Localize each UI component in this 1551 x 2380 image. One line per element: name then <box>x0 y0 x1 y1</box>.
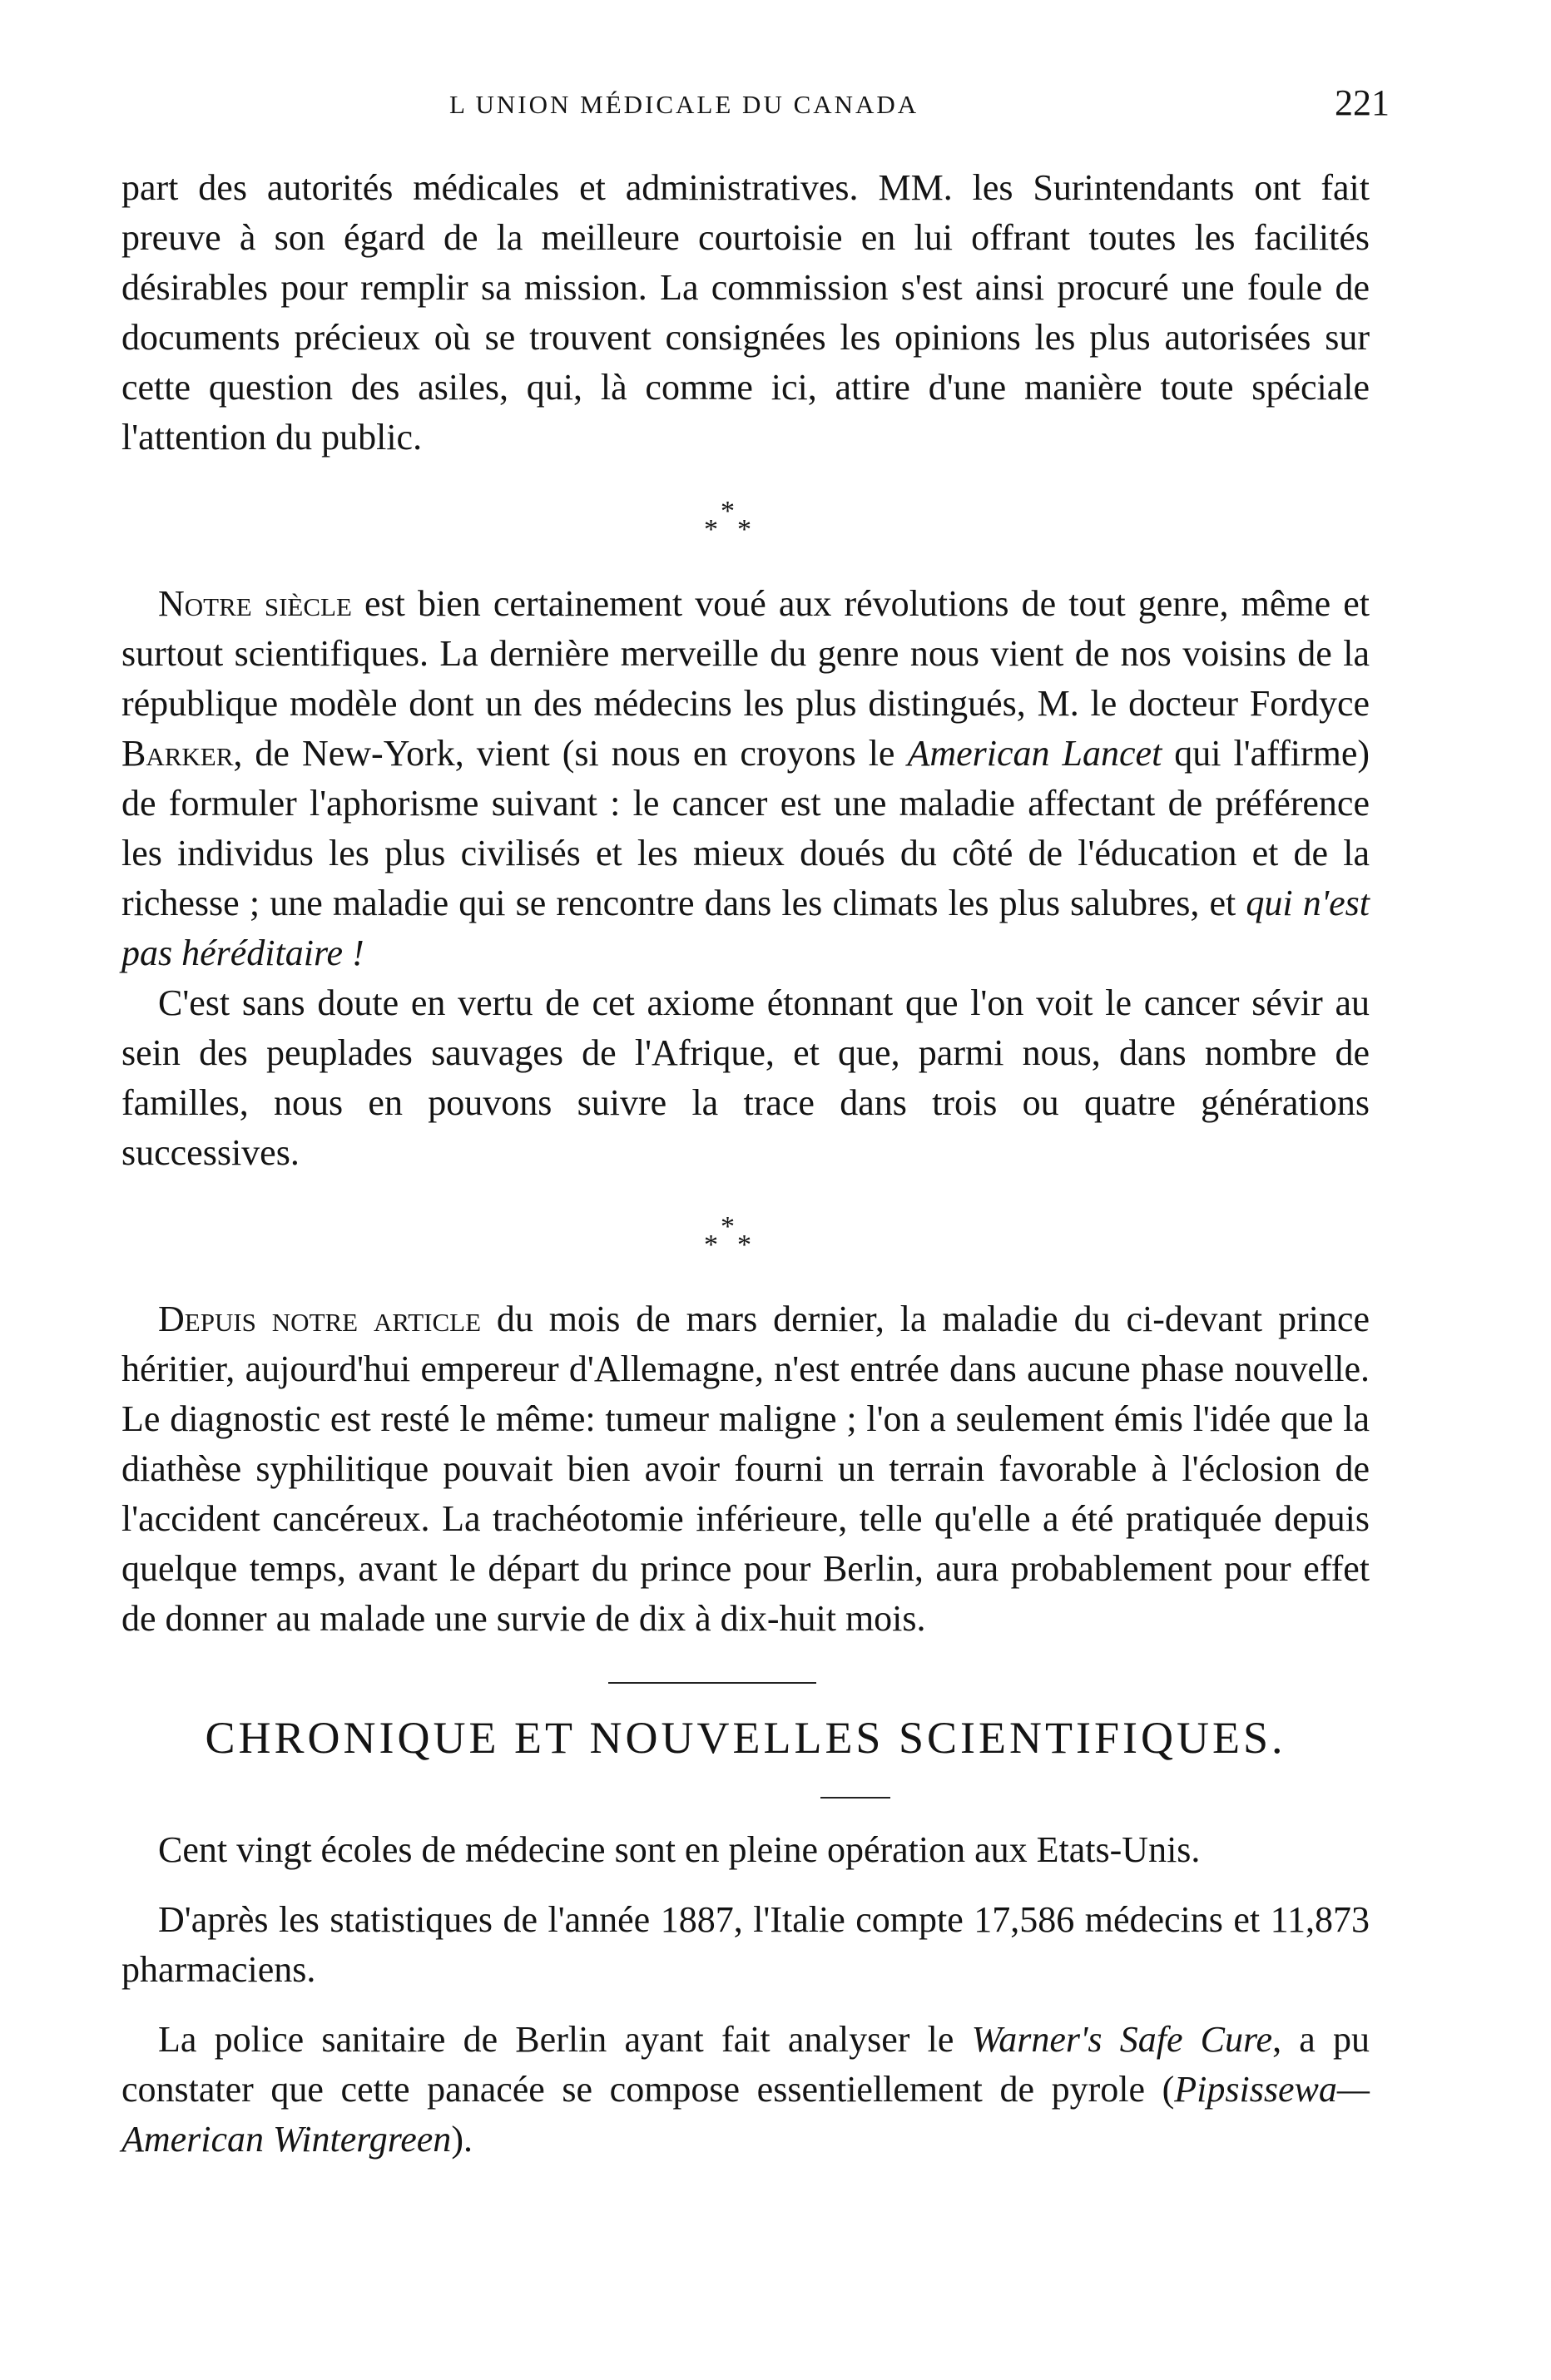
asterism-star-left: * <box>704 514 718 545</box>
asterism-star-top: * <box>721 1211 735 1242</box>
paragraph-text: La police sanitaire de Berlin ayant fait analyser le <box>158 2019 972 2060</box>
latin-name: Pipsissewa—American Wintergreen <box>121 2069 1370 2160</box>
page-number: 221 <box>1335 82 1390 123</box>
paragraph-text: ). <box>451 2119 473 2160</box>
paragraph-text: , de New-York, vient (si nous en croyons le <box>233 733 908 774</box>
lead-small-caps: Depuis notre article <box>158 1299 482 1339</box>
paragraph-text: du mois de mars dernier, la maladie du ci-devant prince héritier, aujourd'hui empereur d'Allemagne, n'est entrée dans aucune phase nouvelle. Le diagnostic est resté le même: tumeur maligne ; l'on a seulement émis l'idée que la diathèse syphilitique pouvait bien avoir fourni un terrain favorable à l'éclosion de l'accident cancéreux. La trachéotomie inférieure, telle qu'elle a été pratiquée depuis quelque temps, avant le départ du prince pour Berlin, aura probablement pour effet de donner au malade une survie de dix à dix-huit mois. <box>121 1299 1370 1639</box>
brand-name: Warner's Safe Cure <box>971 2019 1273 2060</box>
running-title: L UNION MÉDICALE DU CANADA <box>449 90 919 119</box>
news-list <box>121 1825 1370 2165</box>
paragraph-commission: part des autorités médicales et administratives. MM. les Surintendants ont fait preuve à son égard de la meilleure courtoisie en lui offrant toutes les facilités désirables pour remplir sa mission. La commission s'est ainsi procuré une foule de documents précieux où se trouvent consignées les opinions les plus autorisées sur cette question des asiles, qui, là comme ici, attire d'une manière toute spéciale l'attention du public. <box>121 167 1370 458</box>
paragraph-cancer-aphorism <box>121 579 1370 978</box>
news-item: Cent vingt écoles de médecine sont en pleine opération aux Etats-Unis. <box>158 1829 1201 1870</box>
lead-small-caps: Notre siècle <box>158 583 352 624</box>
paragraph-text: est bien certainement voué aux révolutions de tout genre, même et surtout scientifiques. La dernière merveille du genre nous vient de nos voisins de la république modèle dont un des médecins les plus distingués, M. le docteur Fordyce <box>121 583 1370 724</box>
journal-title: American Lancet <box>907 733 1162 774</box>
section-title: CHRONIQUE ET NOUVELLES SCIENTIFIQUES. <box>205 1713 1286 1763</box>
paragraph-text: , a pu constater que cette panacée se compose essentiellement de pyrole ( <box>121 2019 1370 2110</box>
title-rule <box>820 1797 890 1799</box>
section-divider <box>608 1682 816 1684</box>
asterism-star-left: * <box>704 1230 718 1260</box>
paragraph-axiom-comment: C'est sans doute en vertu de cet axiome étonnant que l'on voit le cancer sévir au sein des peuplades sauvages de l'Afrique, et que, parmi nous, dans nombre de familles, nous en pouvons suivre la trace dans trois ou quatre générations successives. <box>121 982 1370 1173</box>
page-header <box>125 83 1390 133</box>
paragraph-prince-illness <box>121 1294 1370 1644</box>
person-name: Barker <box>121 733 234 774</box>
asterism-divider <box>121 1195 1370 1274</box>
news-item <box>121 2015 1370 2165</box>
page-body <box>121 163 1370 2185</box>
asterism-star-top: * <box>721 496 735 527</box>
asterism-star-right: * <box>737 514 751 545</box>
asterism-divider <box>121 479 1370 559</box>
emphasis-text: qui n'est pas héréditaire ! <box>121 883 1370 973</box>
news-item: D'après les statistiques de l'année 1887, l'Italie compte 17,586 médecins et 11,873 pharmaciens. <box>121 1899 1370 1990</box>
asterism-star-right: * <box>737 1230 751 1260</box>
paragraph-text: qui l'affirme) de formuler l'aphorisme suivant : le cancer est une maladie affectant de préférence les individus les plus civilisés et les mieux doués du côté de l'éducation et de la richesse ; une maladie qui se rencontre dans les climats les plus salubres, et <box>121 733 1370 923</box>
